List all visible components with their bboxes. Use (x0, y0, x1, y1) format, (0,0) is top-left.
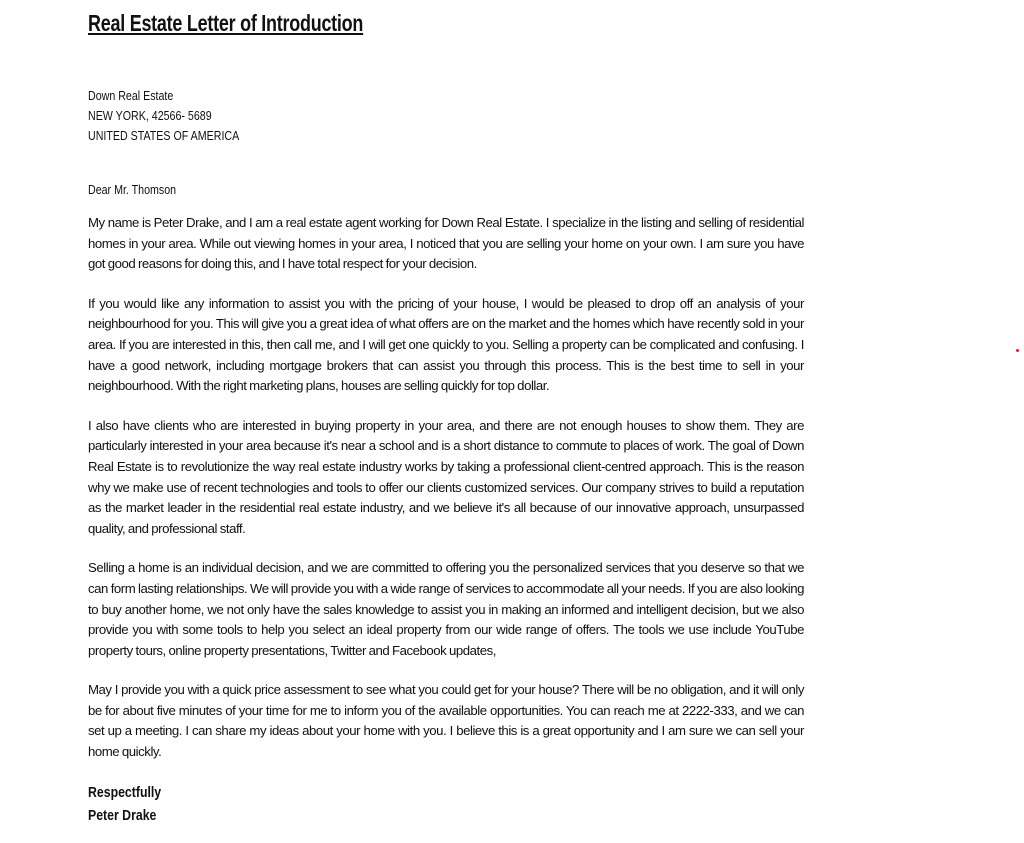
valediction: Respectfully (88, 783, 162, 801)
paragraph-offer: May I provide you with a quick price assessment to see what you could get for your house? There will be no obligation, and it will only be for about five minutes of your time for me to inform you of the available opportunities. You can reach me at 2222-333, and we can set up a meeting. I can share my ideas about your home with you. I believe this is a great opportunity and I am sure we can sell your home quickly. (88, 682, 804, 760)
red-dot-marker (1016, 349, 1019, 352)
closing-block (88, 781, 804, 827)
paragraph-services: Selling a home is an individual decision, and we are committed to offering you the personalized services that you deserve so that we can form lasting relationships. We will provide you with a wide range of services to accommodate all your needs. If you are also looking to buy another home, we not only have the sales knowledge to assist you in making an informed and intelligent decision, but we also provide you with some tools to help you select an ideal property from our wide range of offers. The tools we use include YouTube property tours, online property presentations, Twitter and Facebook updates, (88, 560, 804, 658)
letter-title: Real Estate Letter of Introduction (88, 10, 364, 36)
salutation: Dear Mr. Thomson (88, 182, 177, 197)
letter-document (88, 6, 804, 827)
signature-name: Peter Drake (88, 806, 157, 824)
paragraph-intro: My name is Peter Drake, and I am a real estate agent working for Down Real Estate. I specialize in the listing and selling of residential homes in your area. While out viewing homes in your area, I noticed that you are selling your home on your own. I am sure you have got good reasons for doing this, and I have total respect for your decision. (88, 215, 804, 272)
address-city: NEW YORK, 42566- 5689 (88, 108, 212, 123)
address-company: Down Real Estate (88, 88, 174, 103)
address-country: UNITED STATES OF AMERICA (88, 128, 240, 143)
paragraph-pricing: If you would like any information to assist you with the pricing of your house, I would be pleased to drop off an analysis of your neighbourhood for you. This will give you a great idea of what offers are on the market and the homes which have recently sold in your area. If you are interested in this, then call me, and I will get one quickly to you. Selling a property can be complicated and confusing. I have a good network, including mortgage brokers that can assist you through this process. This is the best time to sell in your neighbourhood. With the right marketing plans, houses are selling quickly for top dollar. (88, 295, 804, 394)
paragraph-clients: I also have clients who are interested in buying property in your area, and there are not enough houses to show them. They are particularly interested in your area because it's near a school and is a short distance to commute to places of work. The goal of Down Real Estate is to revolutionize the way real estate industry works by taking a professional client-centred approach. This is the reason why we make use of recent technologies and tools to offer our clients customized services. Our company strives to build a reputation as the market leader in the residential real estate industry, and we believe it's all because of our innovative approach, unsurpassed quality, and professional staff. (88, 417, 804, 536)
sender-address (88, 86, 804, 146)
